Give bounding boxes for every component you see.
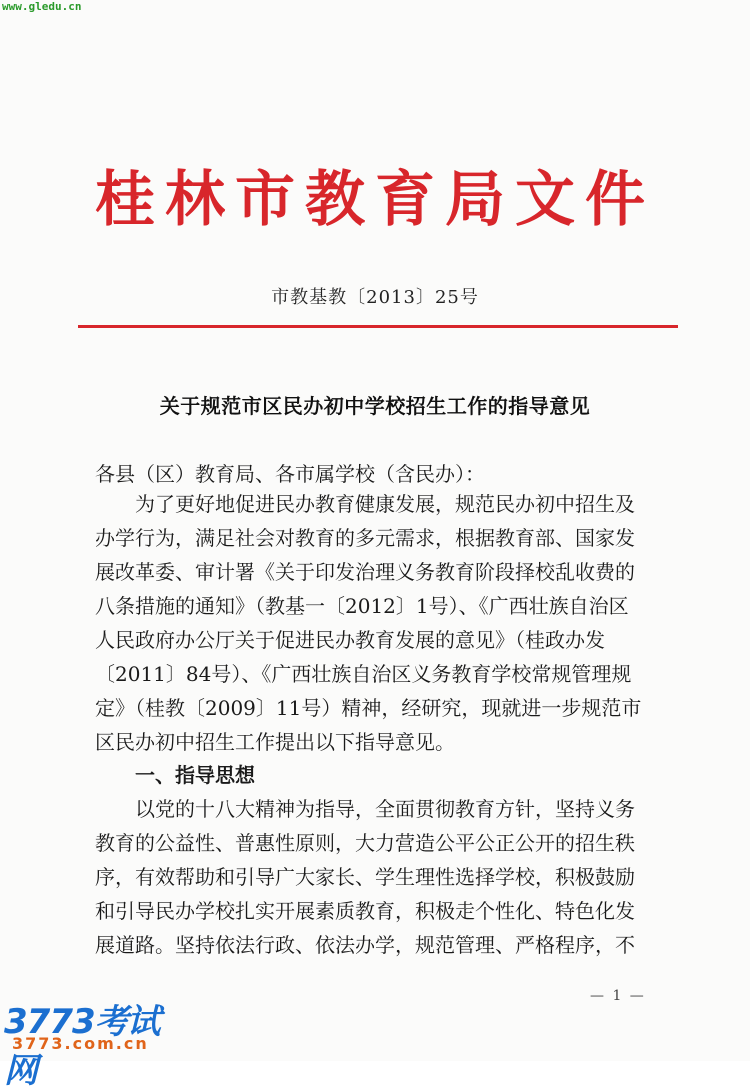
- issuer-header-title: 桂林市教育局文件: [95, 165, 655, 235]
- paragraph-line: 〔2011〕84号）、《广西壮族自治区义务教育学校常规管理规: [95, 662, 632, 686]
- section-heading: 一、指导思想: [135, 763, 255, 787]
- paragraph-line: 八条措施的通知》（教基一〔2012〕1号）、《广西壮族自治区: [95, 594, 629, 618]
- logo-chinese: 考试网: [4, 1002, 159, 1091]
- paragraph-line: 办学行为，满足社会对教育的多元需求，根据教育部、国家发: [95, 526, 635, 550]
- paragraph-line: 展改革委、审计署《关于印发治理义务教育阶段择校乱收费的: [95, 560, 635, 584]
- logo-domain: 3773.com.cn: [12, 1034, 149, 1053]
- top-watermark: www.gledu.cn: [2, 0, 82, 13]
- red-divider-line: [78, 325, 678, 328]
- paragraph-line: 为了更好地促进民办教育健康发展，规范民办初中招生及: [135, 492, 635, 516]
- document-number: 市教基教〔2013〕25号: [271, 287, 479, 308]
- salutation-text: 各县（区）教育局、各市属学校（含民办）：: [95, 462, 485, 486]
- document-title: 关于规范市区民办初中学校招生工作的指导意见: [159, 394, 591, 418]
- paragraph-line: 序，有效帮助和引导广大家长、学生理性选择学校，积极鼓励: [95, 865, 635, 889]
- paragraph-line: 教育的公益性、普惠性原则，大力营造公平公正公开的招生秩: [95, 831, 635, 855]
- paragraph-line: 展道路。坚持依法行政、依法办学，规范管理、严格程序，不: [95, 933, 635, 957]
- logo-digits: 3773: [4, 1002, 95, 1042]
- paragraph-line: 人民政府办公厅关于促进民办教育发展的意见》（桂政办发: [95, 628, 605, 652]
- paragraph-line: 和引导民办学校扎实开展素质教育，积极走个性化、特色化发: [95, 899, 635, 923]
- paragraph-line: 区民办初中招生工作提出以下指导意见。: [95, 730, 455, 754]
- site-logo: [4, 994, 174, 1091]
- paragraph-line: 定》（桂教〔2009〕11号）精神，经研究，现就进一步规范市: [95, 696, 642, 720]
- page-number: — 1 —: [590, 988, 646, 1004]
- paragraph-line: 以党的十八大精神为指导，全面贯彻教育方针，坚持义务: [135, 797, 635, 821]
